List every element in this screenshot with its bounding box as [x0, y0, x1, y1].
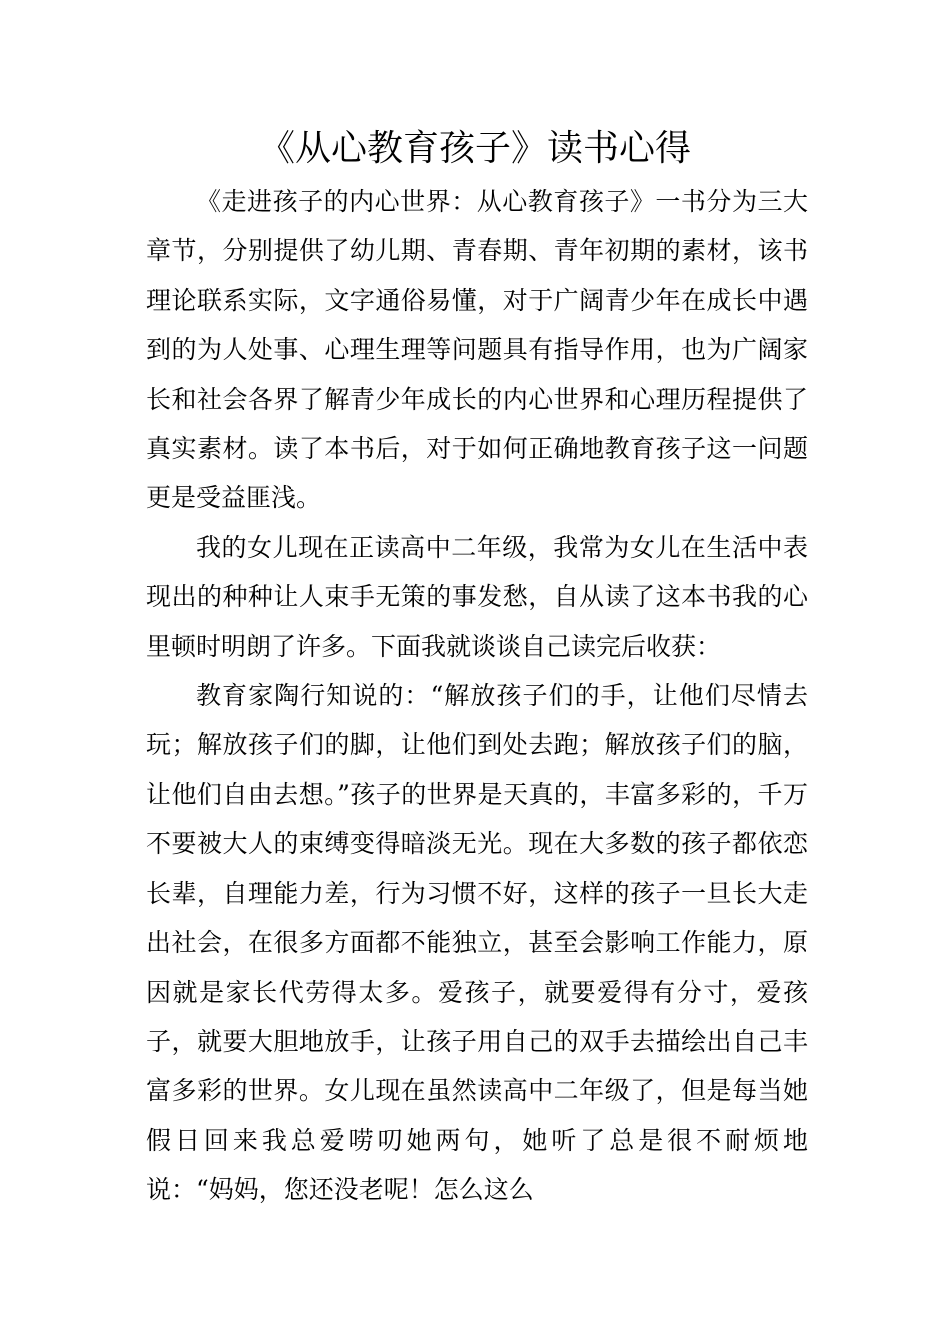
paragraph-3: 教育家陶行知说的：“解放孩子们的手，让他们尽情去玩；解放孩子们的脚，让他们到处去跑；解放孩子们的脑，让他们自由去想。”孩子的世界是天真的，丰富多彩的，千万不要被大人的束缚变得暗淡无光。现在大多数的孩子都依恋长辈，自理能力差，行为习惯不好，这样的孩子一旦长大走出社会，在很多方面都不能独立，甚至会影响工作能力，原因就是家长代劳得太多。爱孩子，就要爱得有分寸，爱孩子，就要大胆地放手，让孩子用自己的双手去描绘出自己丰富多彩的世界。女儿现在虽然读高中二年级了，但是每当她假日回来我总爱唠叨她两句，她听了总是很不耐烦地说：“妈妈，您还没老呢！怎么这么: [146, 681, 808, 1205]
document-body: [146, 177, 808, 1215]
document-title: 《从心教育孩子》读书心得: [258, 128, 691, 169]
paragraph-1: 《走进孩子的内心世界：从心教育孩子》一书分为三大章节，分别提供了幼儿期、青春期、青年初期的素材，该书理论联系实际，文字通俗易懂，对于广阔青少年在成长中遇到的为人处事、心理生理等问题具有指导作用，也为广阔家长和社会各界了解青少年成长的内心世界和心理历程提供了真实素材。读了本书后，对于如何正确地教育孩子这一问题更是受益匪浅。: [146, 187, 808, 513]
paragraph-2: 我的女儿现在正读高中二年级，我常为女儿在生活中表现出的种种让人束手无策的事发愁，自从读了这本书我的心里顿时明朗了许多。下面我就谈谈自己读完后收获：: [146, 532, 808, 661]
